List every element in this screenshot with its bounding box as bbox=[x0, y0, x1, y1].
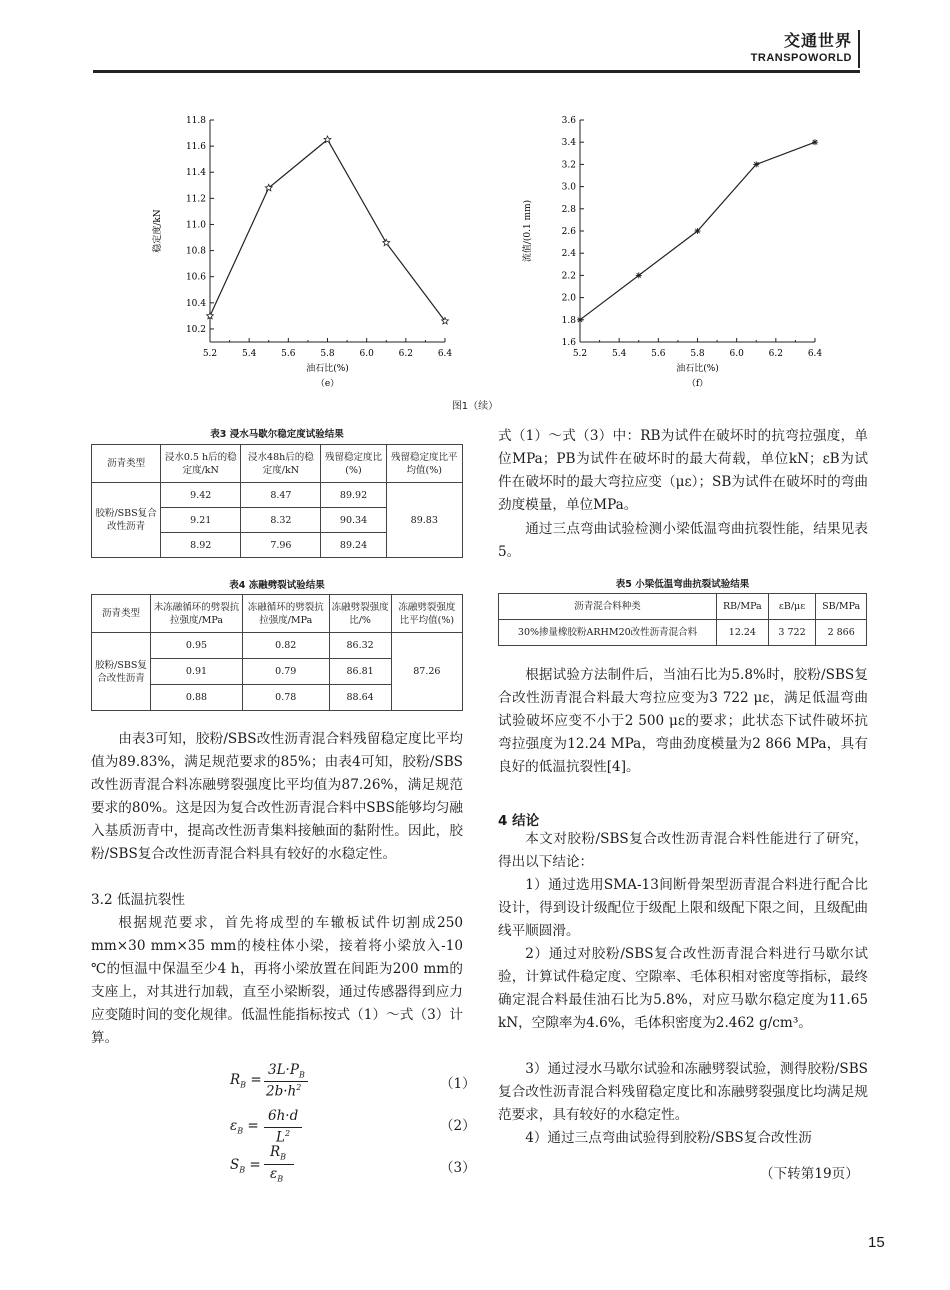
table3-cell: 89.24 bbox=[321, 533, 386, 558]
y-tick-label: 11.8 bbox=[185, 116, 206, 126]
table4-cell: 0.91 bbox=[150, 659, 242, 685]
y-tick-label: 3.4 bbox=[561, 138, 576, 149]
y-axis-label: 流值/(0.1 mm) bbox=[523, 199, 533, 263]
table3-cell: 9.42 bbox=[161, 483, 241, 508]
header-rule bbox=[93, 70, 860, 73]
y-axis-label: 稳定度/kN bbox=[153, 209, 163, 253]
table3-cell: 8.92 bbox=[161, 533, 241, 558]
y-tick-label: 11.0 bbox=[185, 220, 206, 231]
table4-header: 沥青类型 bbox=[92, 595, 151, 633]
x-tick-label: 5.2 bbox=[202, 349, 218, 359]
conclusion-3: 3）通过浸水马歇尔试验和冻融劈裂试验，测得胶粉/SBS复合改性沥青混合料残留稳定度比和冻融劈裂强度比均满足规范要求，具有较好的水稳定性。 bbox=[498, 1061, 868, 1123]
table3 bbox=[91, 444, 463, 558]
page-number: 15 bbox=[868, 1234, 885, 1251]
table4 bbox=[91, 594, 463, 711]
table3-cell: 9.21 bbox=[161, 508, 241, 533]
x-tick-label: 6.0 bbox=[729, 349, 744, 359]
left-paragraph-1: 由表3可知，胶粉/SBS改性沥青混合料残留稳定度比平均值为89.83%，满足规范要求的85%；由表4可知，胶粉/SBS改性沥青混合料冻融劈裂强度比平均值为87.26%，满足规范要求的80%。这是因为复合改性沥青混合料中SBS能够均匀融入基质沥青中，提高改性沥青集料接触面的黏附性。因此，胶粉/SBS复合改性沥青混合料具有较好的水稳定性。 bbox=[91, 731, 463, 862]
section-3-2-heading: 3.2 低温抗裂性 bbox=[91, 892, 185, 908]
table4-cell: 0.82 bbox=[242, 633, 329, 659]
y-tick-label: 1.8 bbox=[561, 315, 576, 326]
data-point bbox=[695, 228, 701, 234]
table3-cell: 8.47 bbox=[241, 483, 321, 508]
table4-header: 未冻融循环的劈裂抗拉强度/MPa bbox=[150, 595, 242, 633]
y-tick-label: 3.2 bbox=[561, 160, 576, 171]
table5-cell: 30%掺量橡胶粉ARHM20改性沥青混合料 bbox=[499, 620, 717, 646]
y-tick-label: 2.6 bbox=[561, 227, 576, 237]
y-tick-label: 11.2 bbox=[185, 194, 206, 205]
y-tick-label: 3.0 bbox=[561, 182, 576, 193]
continued-note: （下转第19页） bbox=[760, 1166, 859, 1182]
table4-cell: 0.88 bbox=[150, 685, 242, 711]
x-tick-label: 6.4 bbox=[437, 349, 453, 359]
table4-cell: 86.81 bbox=[329, 659, 391, 685]
x-tick-label: 5.6 bbox=[281, 349, 296, 359]
chart-f bbox=[500, 105, 840, 395]
y-tick-label: 2.2 bbox=[561, 271, 576, 282]
conclusion-4: 4）通过三点弯曲试验得到胶粉/SBS复合改性沥 bbox=[525, 1130, 812, 1146]
x-tick-label: 5.2 bbox=[572, 349, 588, 359]
x-tick-label: 5.4 bbox=[242, 349, 257, 359]
data-point bbox=[577, 317, 583, 323]
y-tick-label: 2.8 bbox=[561, 204, 576, 215]
journal-title-cn: 交通世界 bbox=[783, 31, 852, 50]
x-tick-label: 5.6 bbox=[651, 349, 666, 359]
y-tick-label: 2.4 bbox=[561, 249, 576, 260]
x-tick-label: 5.4 bbox=[612, 349, 627, 359]
table5-header: RB/MPa bbox=[717, 594, 769, 620]
conclusion-1: 1）通过选用SMA-13间断骨架型沥青混合料进行配合比设计，得到设计级配位于级配上限和级配下限之间，且级配曲线平顺圆滑。 bbox=[498, 877, 868, 939]
right-paragraph-3: 根据试验方法制件后，当油石比为5.8%时，胶粉/SBS复合改性沥青混合料最大弯拉应变为3 722 με，满足低温弯曲试验破坏应变不小于2 500 με的要求；此状态下试件破坏抗弯拉强度为12.24 MPa，弯曲劲度模量为2 866 MPa，具有良好的低温抗裂性[4]。 bbox=[498, 667, 868, 775]
chart-sublabel: （e） bbox=[315, 379, 340, 389]
table5-cell: 12.24 bbox=[717, 620, 769, 646]
table5-caption: 表5 小梁低温弯曲抗裂试验结果 bbox=[615, 579, 750, 590]
y-tick-label: 10.8 bbox=[185, 246, 206, 257]
data-point bbox=[753, 161, 759, 167]
table3-cell: 8.32 bbox=[241, 508, 321, 533]
table3-caption: 表3 浸水马歇尔稳定度试验结果 bbox=[210, 429, 344, 440]
x-tick-label: 5.8 bbox=[690, 349, 705, 359]
chart-sublabel: （f） bbox=[686, 379, 709, 389]
data-point bbox=[636, 272, 642, 278]
header-divider bbox=[858, 30, 860, 68]
equation-2-number: （2） bbox=[440, 1118, 476, 1134]
series-line bbox=[210, 140, 445, 322]
equation-1-number: （1） bbox=[440, 1076, 476, 1092]
table4-cell: 0.78 bbox=[242, 685, 329, 711]
table3-type: 胶粉/SBS复合改性沥青 bbox=[92, 483, 161, 558]
right-paragraph-1: 式（1）～式（3）中：RB为试件在破坏时的抗弯拉强度，单位MPa；PB为试件在破坏时的最大荷载，单位kN；εB为试件在破坏时的最大弯拉应变（με）；SB为试件在破坏时的弯曲劲度模量，单位MPa。 bbox=[498, 428, 868, 513]
table3-cell: 89.92 bbox=[321, 483, 386, 508]
table5 bbox=[498, 593, 867, 646]
table5-header: εB/με bbox=[768, 594, 816, 620]
x-tick-label: 6.0 bbox=[359, 349, 374, 359]
table4-header: 冻融劈裂强度比/% bbox=[329, 595, 391, 633]
x-tick-label: 6.2 bbox=[768, 349, 783, 359]
y-tick-label: 2.0 bbox=[561, 293, 576, 304]
conclusion-2: 2）通过对胶粉/SBS复合改性沥青混合料进行马歇尔试验，计算试件稳定度、空隙率、毛体积相对密度等指标，最终确定混合料最佳油石比为5.8%，对应马歇尔稳定度为11.65 kN，空隙率为4.6%，毛体积密度为2.462 g/cm³。 bbox=[498, 946, 868, 1031]
table3-cell: 7.96 bbox=[241, 533, 321, 558]
y-tick-label: 1.6 bbox=[561, 338, 576, 348]
table3-header: 残留稳定度比(%) bbox=[321, 445, 386, 483]
x-tick-label: 6.2 bbox=[398, 349, 413, 359]
right-paragraph-2: 通过三点弯曲试验检测小梁低温弯曲抗裂性能，结果见表5。 bbox=[498, 521, 868, 560]
x-tick-label: 6.4 bbox=[807, 349, 823, 359]
table4-cell: 0.79 bbox=[242, 659, 329, 685]
table4-header: 冻融循环的劈裂抗拉强度/MPa bbox=[242, 595, 329, 633]
data-point bbox=[383, 239, 390, 246]
table5-cell: 2 866 bbox=[816, 620, 867, 646]
data-point bbox=[207, 312, 214, 319]
figure-caption: 图1（续） bbox=[451, 401, 499, 412]
chart-e bbox=[130, 105, 470, 395]
table3-header: 浸水0.5 h后的稳定度/kN bbox=[161, 445, 241, 483]
table3-header: 沥青类型 bbox=[92, 445, 161, 483]
y-tick-label: 10.4 bbox=[185, 298, 206, 309]
table3-header: 浸水48h后的稳定度/kN bbox=[241, 445, 321, 483]
table3-average: 89.83 bbox=[386, 483, 462, 558]
table5-header: 沥青混合料种类 bbox=[499, 594, 717, 620]
section-4-heading: 4 结论 bbox=[498, 813, 540, 829]
x-axis-label: 油石比(%) bbox=[676, 364, 719, 374]
y-tick-label: 10.2 bbox=[185, 324, 206, 335]
y-tick-label: 11.4 bbox=[185, 168, 206, 179]
journal-title-en: TRANSPOWORLD bbox=[750, 52, 852, 64]
data-point bbox=[812, 139, 818, 145]
y-tick-label: 10.6 bbox=[185, 272, 206, 283]
table4-cell: 0.95 bbox=[150, 633, 242, 659]
left-paragraph-2: 根据规范要求，首先将成型的车辙板试件切割成250 mm×30 mm×35 mm的棱柱体小梁，接着将小梁放入-10 ℃的恒温中保温至少4 h，再将小梁放置在间距为200 mm的支座上，对其进行加载，直至小梁断裂，通过传感器得到应力应变随时间的变化规律。低温性能指标按式（1）～式（3）计算。 bbox=[91, 915, 463, 1046]
table4-header: 冻融劈裂强度比平均值(%) bbox=[391, 595, 462, 633]
y-tick-label: 11.6 bbox=[185, 142, 206, 153]
table4-cell: 86.32 bbox=[329, 633, 391, 659]
table4-average: 87.26 bbox=[391, 633, 462, 711]
table5-header: SB/MPa bbox=[816, 594, 867, 620]
x-axis-label: 油石比(%) bbox=[306, 364, 349, 374]
x-tick-label: 5.8 bbox=[320, 349, 335, 359]
y-tick-label: 3.6 bbox=[561, 116, 576, 126]
right-paragraph-4: 本文对胶粉/SBS复合改性沥青混合料性能进行了研究，得出以下结论： bbox=[498, 831, 868, 870]
equation-3-number: （3） bbox=[440, 1160, 476, 1176]
table3-header: 残留稳定度比平均值(%) bbox=[386, 445, 462, 483]
table4-cell: 88.64 bbox=[329, 685, 391, 711]
table4-type: 胶粉/SBS复合改性沥青 bbox=[92, 633, 151, 711]
table5-cell: 3 722 bbox=[768, 620, 816, 646]
table4-caption: 表4 冻融劈裂试验结果 bbox=[229, 580, 325, 591]
table3-cell: 90.34 bbox=[321, 508, 386, 533]
